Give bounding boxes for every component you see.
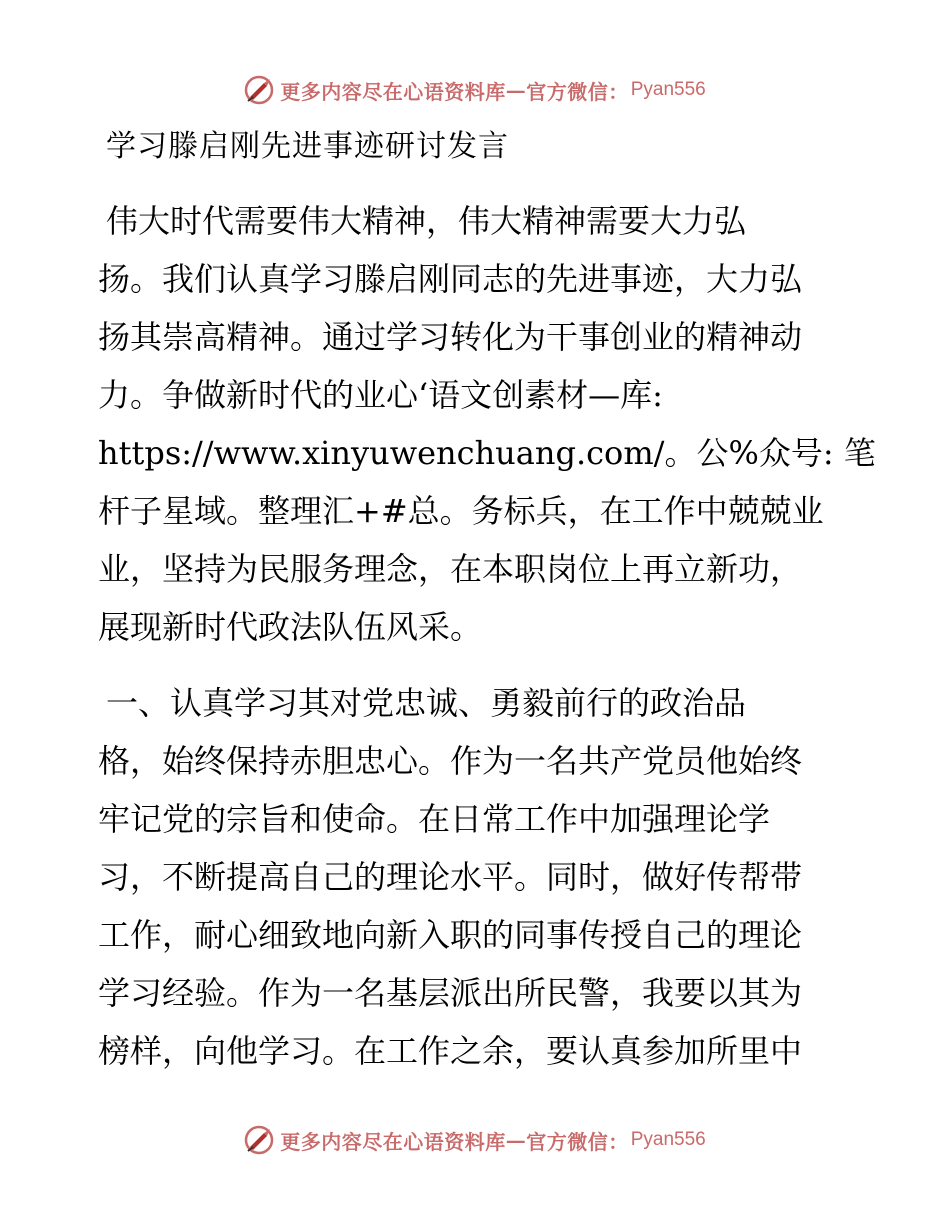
body-line: 展现新时代政法队伍风采。 [98,608,483,646]
watermark-site-text: 更多内容尽在心语资料库 [280,79,506,104]
watermark-wechat-label: 官方微信： [526,1129,629,1154]
body-line: 工作，耐心细致地向新入职的同事传授自己的理论 [98,916,803,954]
body-line: 榜样，向他学习。在工作之余，要认真参加所里中 [98,1032,803,1070]
body-line: 杆子星域。整理汇+#总。务标兵，在工作中兢兢业 [98,492,824,530]
body-line: 扬其崇高精神。通过学习转化为干事创业的精神动 [98,318,803,356]
watermark-wechat-id: Pyan556 [630,1129,706,1150]
body-line: https://www.xinyuwenchuang.com/。公%众号: 笔 [98,434,876,472]
watermark-dash: — [505,78,527,102]
body-line: 扬。我们认真学习滕启刚同志的先进事迹，大力弘 [98,260,803,298]
watermark-wechat-id: Pyan556 [630,79,706,100]
footer-watermark [0,1120,950,1160]
watermark-dash: — [505,1128,527,1152]
watermark-wechat-label: 官方微信： [526,79,629,104]
body-line: 格，始终保持赤胆忠心。作为一名共产党员他始终 [98,742,803,780]
body-line: 习，不断提高自己的理论水平。同时，做好传帮带 [98,858,803,896]
header-watermark [0,70,950,110]
document-title: 学习滕启刚先进事迹研讨发言 [106,129,509,164]
body-line: 学习经验。作为一名基层派出所民警，我要以其为 [98,974,803,1012]
body-line: 业，坚持为民服务理念，在本职岗位上再立新功， [98,550,803,588]
feather-pen-logo-icon [244,75,274,105]
body-line: 一、认真学习其对党忠诚、勇毅前行的政治品 [106,684,747,722]
body-line: 力。争做新时代的业心‘语文创素材—库: [98,376,663,414]
feather-pen-logo-icon [244,1125,274,1155]
body-line: 伟大时代需要伟大精神，伟大精神需要大力弘 [106,202,747,240]
body-line: 牢记党的宗旨和使命。在日常工作中加强理论学 [98,800,771,838]
watermark-site-text: 更多内容尽在心语资料库 [280,1129,506,1154]
